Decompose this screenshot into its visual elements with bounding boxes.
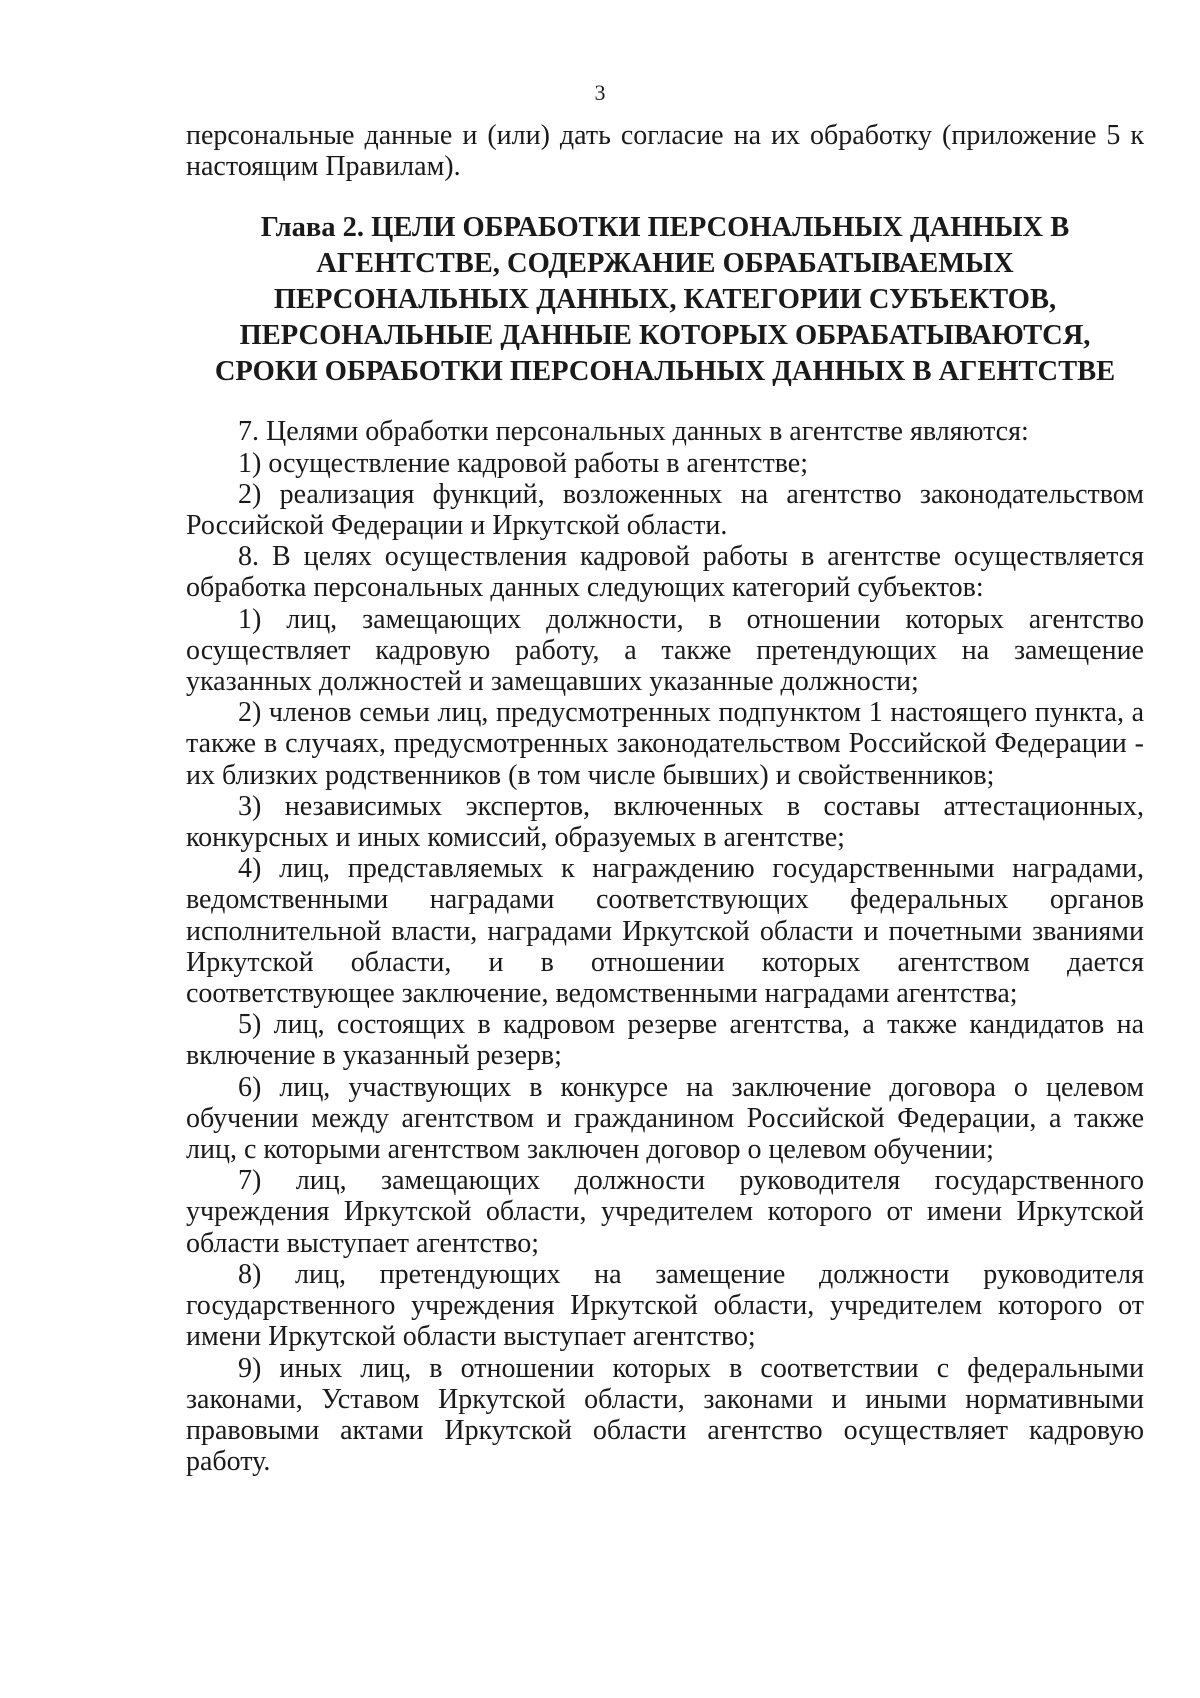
chapter-title: Глава 2. ЦЕЛИ ОБРАБОТКИ ПЕРСОНАЛЬНЫХ ДАННЫХ В АГЕНТСТВЕ, СОДЕРЖАНИЕ ОБРАБАТЫВАЕМЫХ ПЕРСОНАЛЬНЫХ ДАННЫХ, КАТЕГОРИИ СУБЪЕКТОВ, ПЕРСОНАЛЬНЫЕ ДАННЫЕ КОТОРЫХ ОБРАБАТЫВАЮТСЯ, СРОКИ ОБРАБОТКИ ПЕРСОНАЛЬНЫХ ДАННЫХ В АГЕНТСТВЕ bbox=[214, 212, 1116, 388]
paragraph-8-item-9: 9) иных лиц, в отношении которых в соответствии с федеральными законами, Уставом Иркутской области, законами и иными нормативными правовыми актами Иркутской области агентство осуществляет кадровую работу. bbox=[186, 1352, 1144, 1478]
paragraph-8-item-4: 4) лиц, представляемых к награждению государственными наградами, ведомственными наградами соответствующих федеральных органов исполнительной власти, наградами Иркутской области и почетными званиями Иркутской области, и в отношении которых агентством дается соответствующее заключение, ведомственными наградами агентства; bbox=[186, 853, 1144, 1010]
paragraph-7-item-1: 1) осуществление кадровой работы в агентстве; bbox=[238, 447, 808, 479]
paragraph-7: 7. Целями обработки персональных данных в агентстве являются: bbox=[238, 416, 1029, 448]
page-number: 3 bbox=[594, 80, 606, 105]
paragraph-8-item-3: 3) независимых экспертов, включенных в составы аттестационных, конкурсных и иных комиссий, образуемых в агентстве; bbox=[186, 790, 1144, 854]
intro-paragraph: персональные данные и (или) дать согласие на их обработку (приложение 5 к настоящим Правилам). bbox=[186, 120, 1144, 183]
paragraph-8-item-5: 5) лиц, состоящих в кадровом резерве агентства, а также кандидатов на включение в указанный резерв; bbox=[186, 1009, 1144, 1072]
paragraph-7-item-2: 2) реализация функций, возложенных на агентство законодательством Российской Федерации и Иркутской области. bbox=[186, 478, 1144, 542]
document-body bbox=[186, 120, 1144, 1477]
paragraph-8-item-1: 1) лиц, замещающих должности, в отношении которых агентство осуществляет кадровую работу, а также претендующих на замещение указанных должностей и замещавших указанные должности; bbox=[186, 603, 1144, 698]
paragraph-8: 8. В целях осуществления кадровой работы в агентстве осуществляется обработка персональных данных следующих категорий субъектов: bbox=[186, 541, 1144, 604]
paragraph-8-item-7: 7) лиц, замещающих должности руководителя государственного учреждения Иркутской области, учредителем которого от имени Иркутской области выступает агентство; bbox=[186, 1165, 1144, 1259]
paragraph-8-item-2: 2) членов семьи лиц, предусмотренных подпунктом 1 настоящего пункта, а также в случаях, предусмотренных законодательством Российской Федерации - их близких родственников (в том числе бывших) и свойственников; bbox=[186, 697, 1144, 791]
paragraph-8-item-6: 6) лиц, участвующих в конкурсе на заключение договора о целевом обучении между агентством и гражданином Российской Федерации, а также лиц, с которыми агентством заключен договор о целевом обучении; bbox=[186, 1071, 1144, 1166]
paragraph-8-item-8: 8) лиц, претендующих на замещение должности руководителя государственного учреждения Иркутской области, учредителем которого от имени Иркутской области выступает агентство; bbox=[186, 1258, 1144, 1353]
